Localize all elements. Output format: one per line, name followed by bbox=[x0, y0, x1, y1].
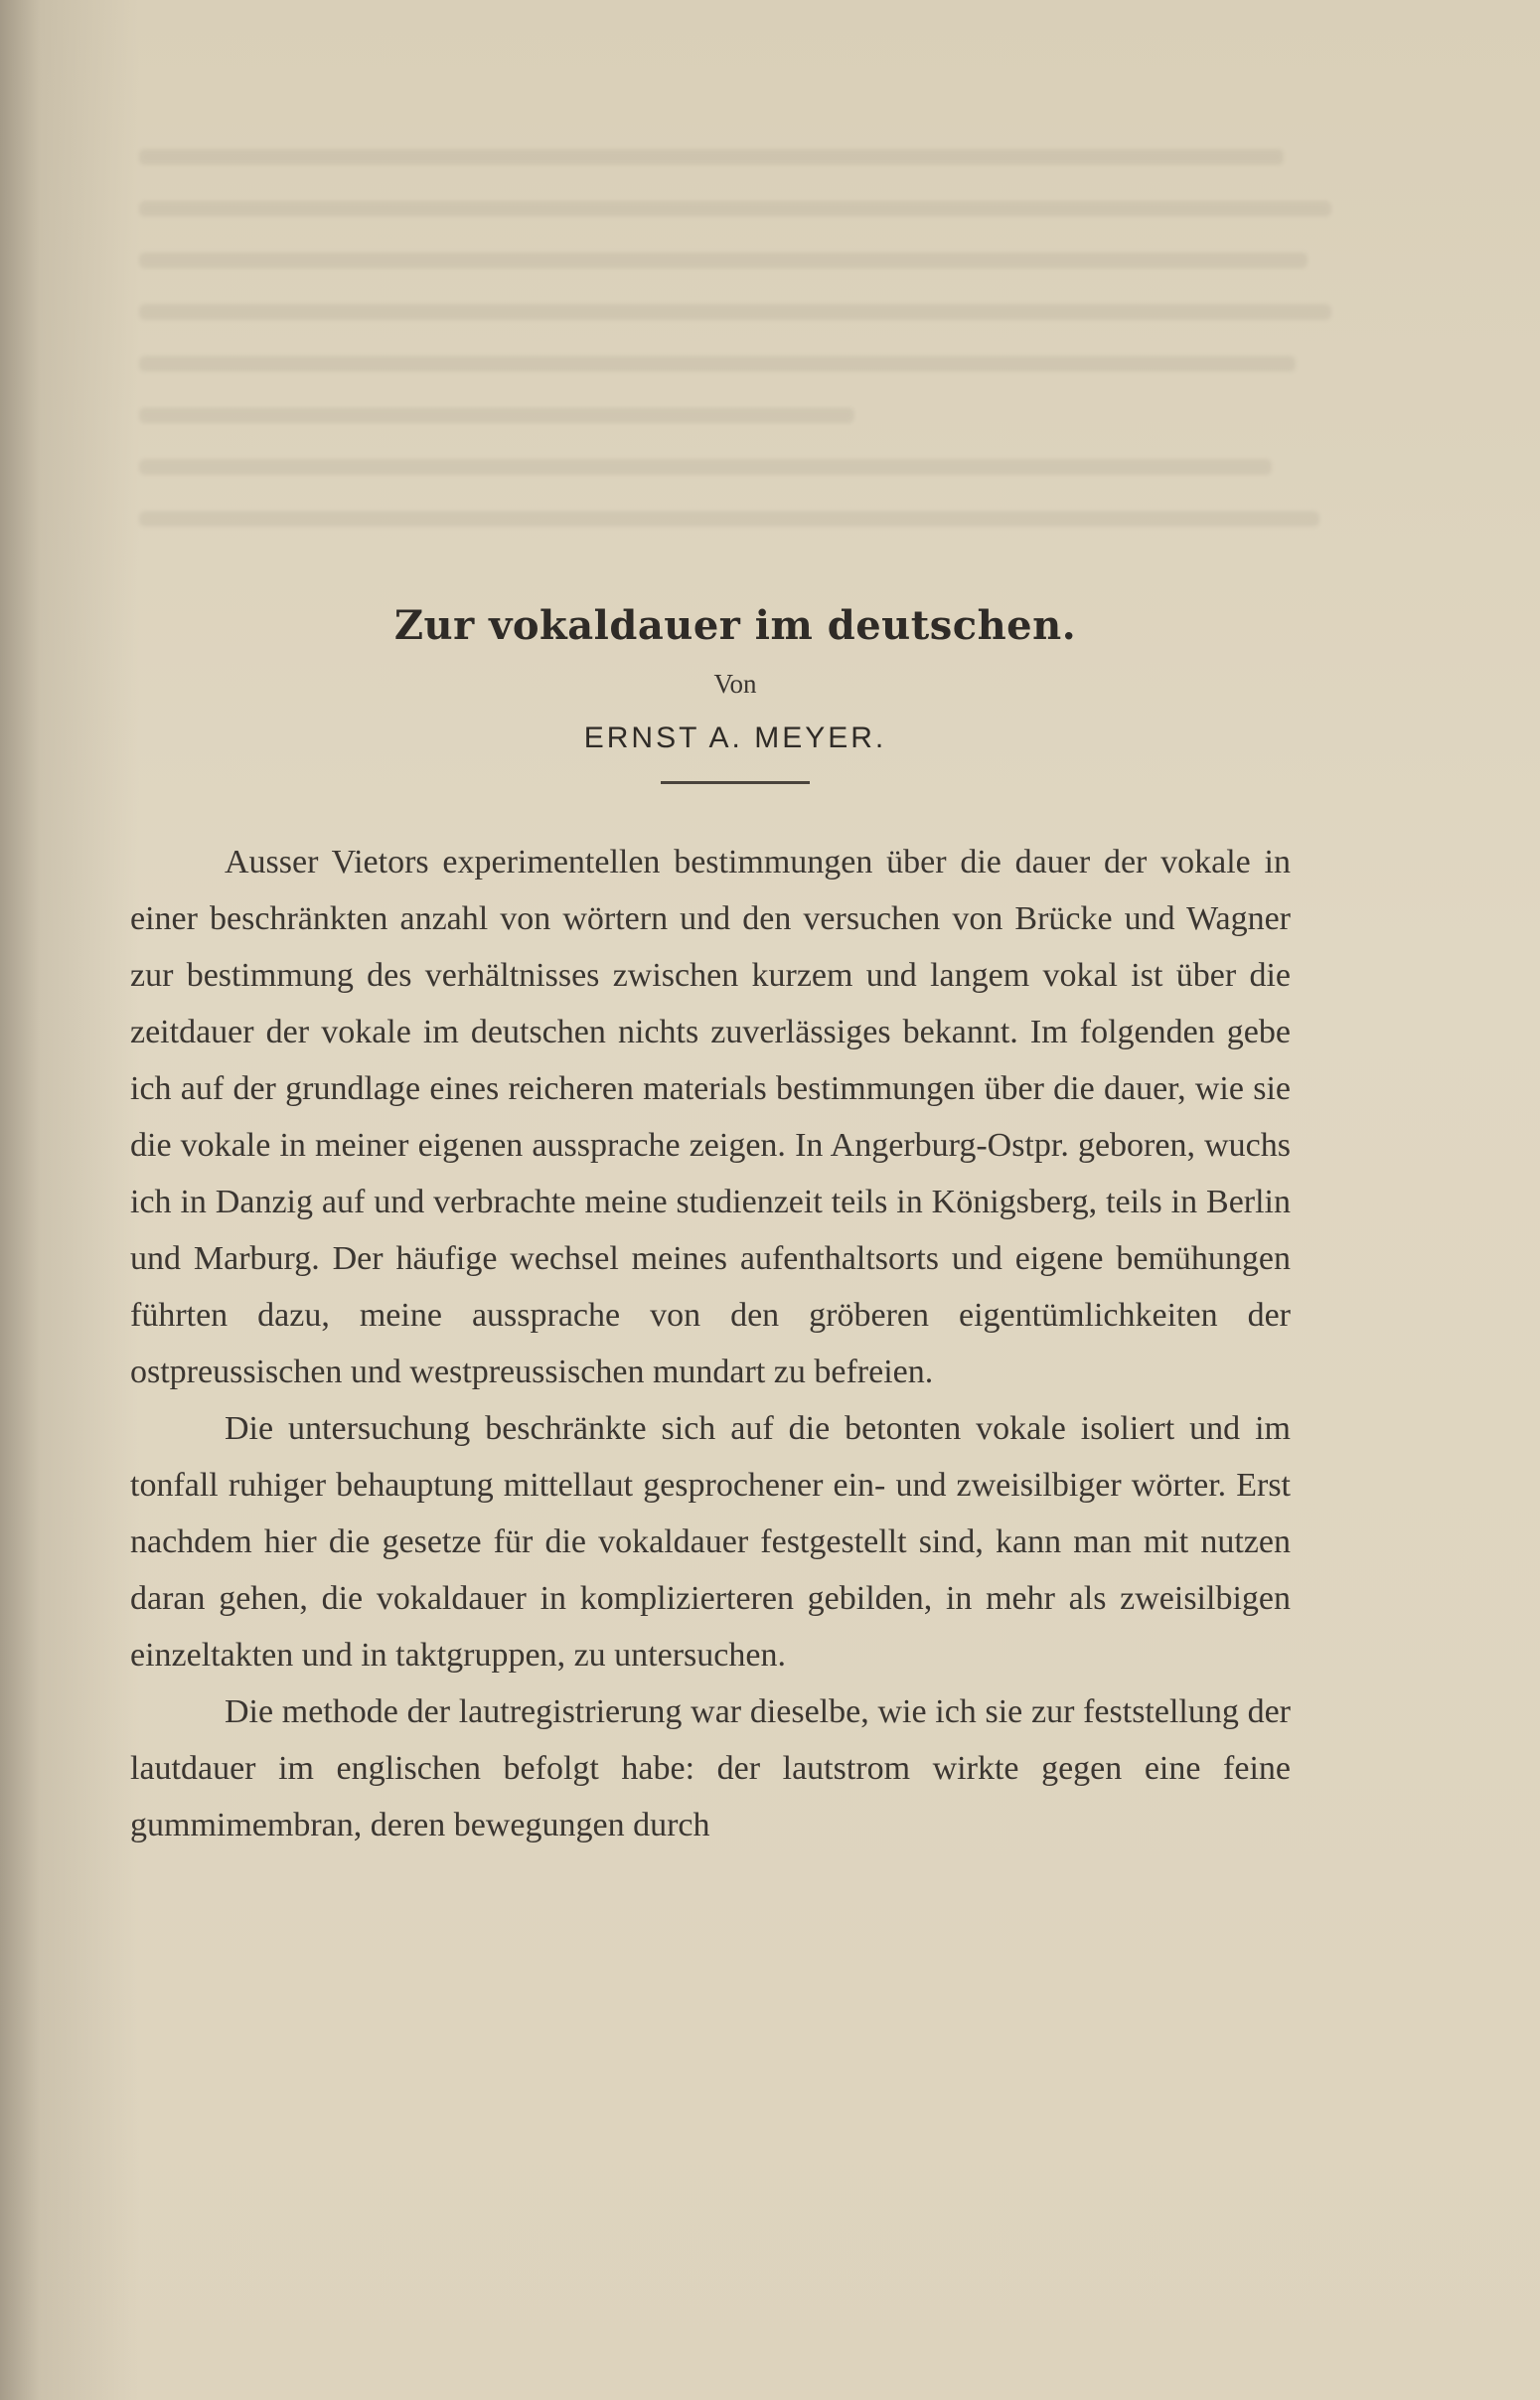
byline: Von bbox=[713, 669, 757, 699]
article-title: Zur vokaldauer im deutschen. bbox=[393, 602, 1077, 649]
author-name: ERNST A. MEYER. bbox=[583, 721, 887, 754]
article bbox=[130, 602, 1291, 1853]
bleed-through-text bbox=[139, 149, 1331, 566]
paragraph-3: Die methode der lautregistrierung war dieselbe, wie ich sie zur feststellung der lautdauer im englischen befolgt habe: der lautstrom wirkte gegen eine feine gummimembran, deren bewegungen durch bbox=[130, 1693, 1291, 1843]
paragraph-1: Ausser Vietors experimentellen bestimmungen über die dauer der vokale in einer beschränkten anzahl von wörtern und den versuchen von Brücke und Wagner zur bestimmung des verhältnisses zwischen kurzem und langem vokal ist über die zeitdauer der vokale im deutschen nichts zuverlässiges bekannt. Im folgenden gebe ich auf der grundlage eines reicheren materials bestimmungen über die dauer, wie sie die vokale in meiner eigenen aussprache zeigen. In Angerburg-Ostpr. geboren, wuchs ich in Danzig auf und verbrachte meine studienzeit teils in Königsberg, teils in Berlin und Marburg. Der häufige wechsel meines aufenthaltsorts und eigene bemühungen führten dazu, meine aussprache von den gröberen eigentümlichkeiten der ostpreussischen und westpreussischen mundart zu befreien. bbox=[130, 844, 1291, 1390]
paragraph-2: Die untersuchung beschränkte sich auf die betonten vokale isoliert und im tonfall ruhiger behauptung mittellaut gesprochener ein- und zweisilbiger wörter. Erst nachdem hier die gesetze für die vokaldauer festgestellt sind, kann man mit nutzen daran gehen, die vokaldauer in komplizierteren gebilden, in mehr als zweisilbigen einzeltakten und in taktgruppen, zu untersuchen. bbox=[130, 1410, 1291, 1674]
article-body bbox=[130, 834, 1291, 1853]
divider-rule bbox=[661, 781, 810, 784]
